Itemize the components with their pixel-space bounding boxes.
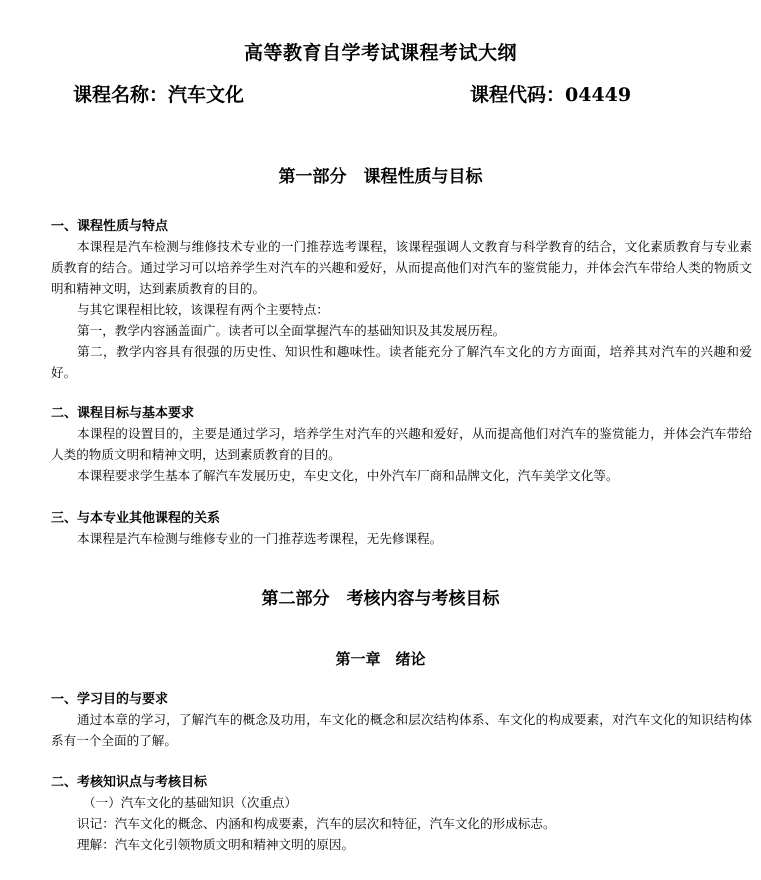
paragraph: 通过本章的学习，了解汽车的概念及功用，车文化的概念和层次结构体系、车文化的构成要素，对汽车文化的知识结构体系有一个全面的了解。 <box>51 712 752 748</box>
paragraph: 理解：汽车文化引领物质文明和精神文明的原因。 <box>77 837 355 852</box>
section-heading: 二、考核知识点与考核目标 <box>51 775 208 790</box>
paragraph: 第一，教学内容涵盖面广。读者可以全面掌握汽车的基础知识及其发展历程。 <box>77 323 506 338</box>
section-heading: 二、课程目标与基本要求 <box>51 406 195 421</box>
paragraph: 与其它课程相比较，该课程有两个主要特点： <box>77 302 329 317</box>
course-name: 课程名称：汽车文化 <box>73 84 245 106</box>
document-title: 高等教育自学考试课程考试大纲 <box>243 42 517 64</box>
part1-title: 第一部分 课程性质与目标 <box>278 167 483 187</box>
paragraph: 本课程是汽车检测与维修技术专业的一门推荐选考课程，该课程强调人文教育与科学教育的结合，文化素质教育与专业素质教育的结合。通过学习可以培养学生对汽车的兴趣和爱好，从而提高他们对汽车的鉴赏能力，并体会汽车带给人类的物质文明和精神文明，达到素质教育的目的。 <box>51 239 752 296</box>
section-course-relations <box>51 509 752 549</box>
section-course-goals <box>51 404 752 486</box>
section-learning-goals <box>51 690 752 751</box>
section-exam-points <box>51 773 752 855</box>
part2-title: 第二部分 考核内容与考核目标 <box>261 589 500 609</box>
chapter1-title: 第一章 绪论 <box>335 650 426 668</box>
paragraph: 本课程是汽车检测与维修专业的一门推荐选考课程，无先修课程。 <box>77 531 443 546</box>
section-course-nature <box>51 217 752 383</box>
paragraph: （一）汽车文化的基础知识（次重点） <box>83 795 298 810</box>
section-heading: 一、学习目的与要求 <box>51 692 169 707</box>
section-heading: 三、与本专业其他课程的关系 <box>51 511 221 526</box>
course-code: 课程代码：04449 <box>470 84 632 106</box>
paragraph: 本课程的设置目的，主要是通过学习，培养学生对汽车的兴趣和爱好，从而提高他们对汽车的鉴赏能力，并体会汽车带给人类的物质文明和精神文明，达到素质教育的目的。 <box>51 426 752 462</box>
paragraph: 本课程要求学生基本了解汽车发展历史，车史文化，中外汽车厂商和品牌文化，汽车美学文化等。 <box>77 468 619 483</box>
section-heading: 一、课程性质与特点 <box>51 219 169 234</box>
paragraph: 识记：汽车文化的概念、内涵和构成要素，汽车的层次和特征，汽车文化的形成标志。 <box>77 816 556 831</box>
paragraph: 第二，教学内容具有很强的历史性、知识性和趣味性。读者能充分了解汽车文化的方方面面，培养其对汽车的兴趣和爱好。 <box>51 344 752 380</box>
